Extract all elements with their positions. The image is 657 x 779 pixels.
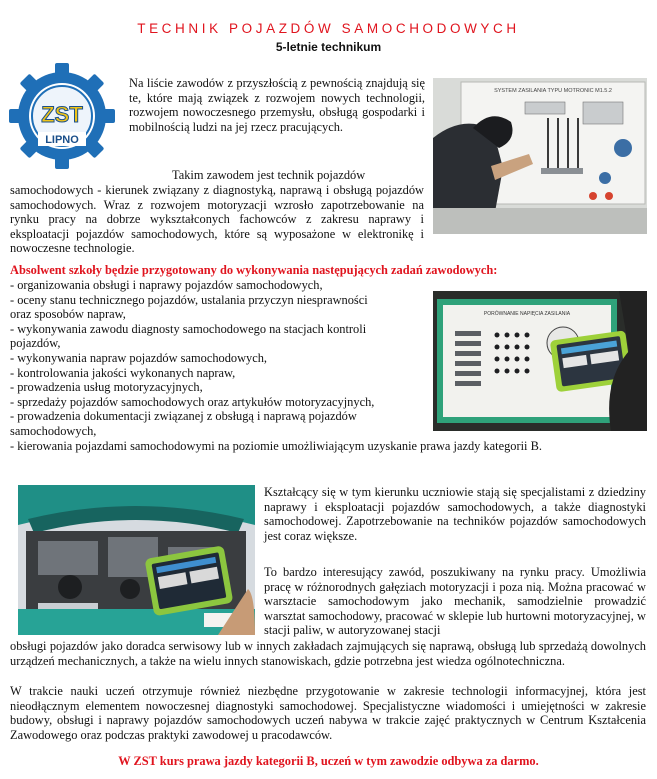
list-item: - prowadzenia dokumentacji związanej z obsługą i naprawą pojazdów — [10, 409, 357, 424]
final-note: W ZST kurs prawa jazdy kategorii B, uczeń w tym zawodzie odbywa za darmo. — [118, 754, 539, 768]
photo-diagnostic-station — [433, 291, 647, 431]
station-label: PORÓWNANIE NAPIĘCIA ZASILANIA — [483, 311, 571, 317]
list-item: - oceny stanu technicznego pojazdów, ustalania przyczyn niesprawności — [10, 292, 368, 307]
intro-lead: Takim zawodem jest technik pojazdów — [172, 168, 366, 182]
career-paragraph-1: Kształcący się w tym kierunku uczniowie stają się specjalistami z dziedziny naprawy i eksploatacji pojazdów samochodowych, a także diagnostyki samochodowej. Zapotrzebowanie na techników pojazdów samochodowych jest coraz większe. — [264, 485, 646, 543]
photo-engine-bay — [18, 485, 255, 635]
gear-logo-icon — [6, 60, 118, 172]
list-item: - prowadzenia usług motoryzacyjnych, — [10, 380, 203, 395]
logo-text: ZST — [41, 102, 83, 127]
list-item: - wykonywania napraw pojazdów samochodowych, — [10, 350, 268, 365]
list-item: - kierowania pojazdami samochodowymi na poziomie umożliwiającym uzyskanie prawa jazdy kategorii B. — [10, 438, 542, 453]
list-item: - sprzedaży pojazdów samochodowych oraz artykułów motoryzacyjnych, — [10, 394, 375, 409]
intro-paragraph: Na liście zawodów z przyszłością z pewnością znajdują się te, które mają związek z rozwojem nowych technologii, rozwojem nowoczesnego przemysłu, obsługą gospodarki i mobilnością ludzi na jej rzecz pracujących. — [129, 76, 425, 134]
list-item: - kontrolowania jakości wykonanych napraw, — [10, 365, 236, 380]
page-subtitle: 5-letnie technikum — [275, 40, 382, 54]
list-item: samochodowych, — [10, 423, 97, 438]
board-label: SYSTEM ZASILANIA TYPU MOTRONIC M1.5.2 — [494, 88, 612, 94]
career-paragraph-3: W trakcie nauki uczeń otrzymuje również niezbędne przygotowanie w zakresie technologii informacyjnej, która jest nieodłącznym elementem nowoczesnej diagnostyki samochodowej. Specjalistyczne wiadomości i umiejętności w zakresie budowy, obsługi i naprawy pojazdów samochodowych uczeń nabywa w trakcie zajęć praktycznych w Centrum Kształcenia Zawodowego oraz podczas praktyki zawodowej u pracodawców. — [10, 684, 646, 742]
list-item: - wykonywania zawodu diagnosty samochodowego na stacjach kontroli — [10, 321, 367, 336]
list-item: oraz sposobów napraw, — [10, 307, 126, 322]
list-item: - organizowania obsługi i naprawy pojazdów samochodowych, — [10, 278, 323, 292]
page-title: TECHNIK POJAZDÓW SAMOCHODOWYCH — [137, 21, 520, 36]
photo-training-board — [433, 78, 647, 234]
career-paragraph-2-cont: obsługi pojazdów jako doradca serwisowy lub w innych zakładach zajmujących się naprawą, obsługą lub sprzedażą dowolnych urządzeń mechanicznych, a także na wielu innych stanowiskach, gdzie potrzebna jest wiedza ogólnotechniczna. — [10, 639, 646, 668]
tasks-heading: Absolwent szkoły będzie przygotowany do wykonywania następujących zadań zawodowych: — [10, 263, 498, 277]
intro-body: samochodowych - kierunek związany z diagnostyką, naprawą i obsługą pojazdów samochodowych. Wraz z rozwojem motoryzacji wzrosło zapotrzebowanie na rynku pracy na dobrze wykształconych fachowców z zakresu naprawy i eksploatacji pojazdów samochodowych, które są wyposażone w elektronikę i nowoczesne technologie. — [10, 183, 424, 256]
list-item: pojazdów, — [10, 336, 61, 351]
career-paragraph-2: To bardzo interesujący zawód, poszukiwany na rynku pracy. Umożliwia pracę w różnorodnych gałęziach motoryzacji i poza nią. Można pracować w warsztacie samochodowym jako mechanik, samodzielnie prowadzić warsztat samochodowy, pracować w sklepie lub hurtowni motoryzacyjnej, w stacji paliw, w autoryzowanej stacji — [264, 565, 646, 638]
logo-city: LIPNO — [45, 134, 79, 146]
